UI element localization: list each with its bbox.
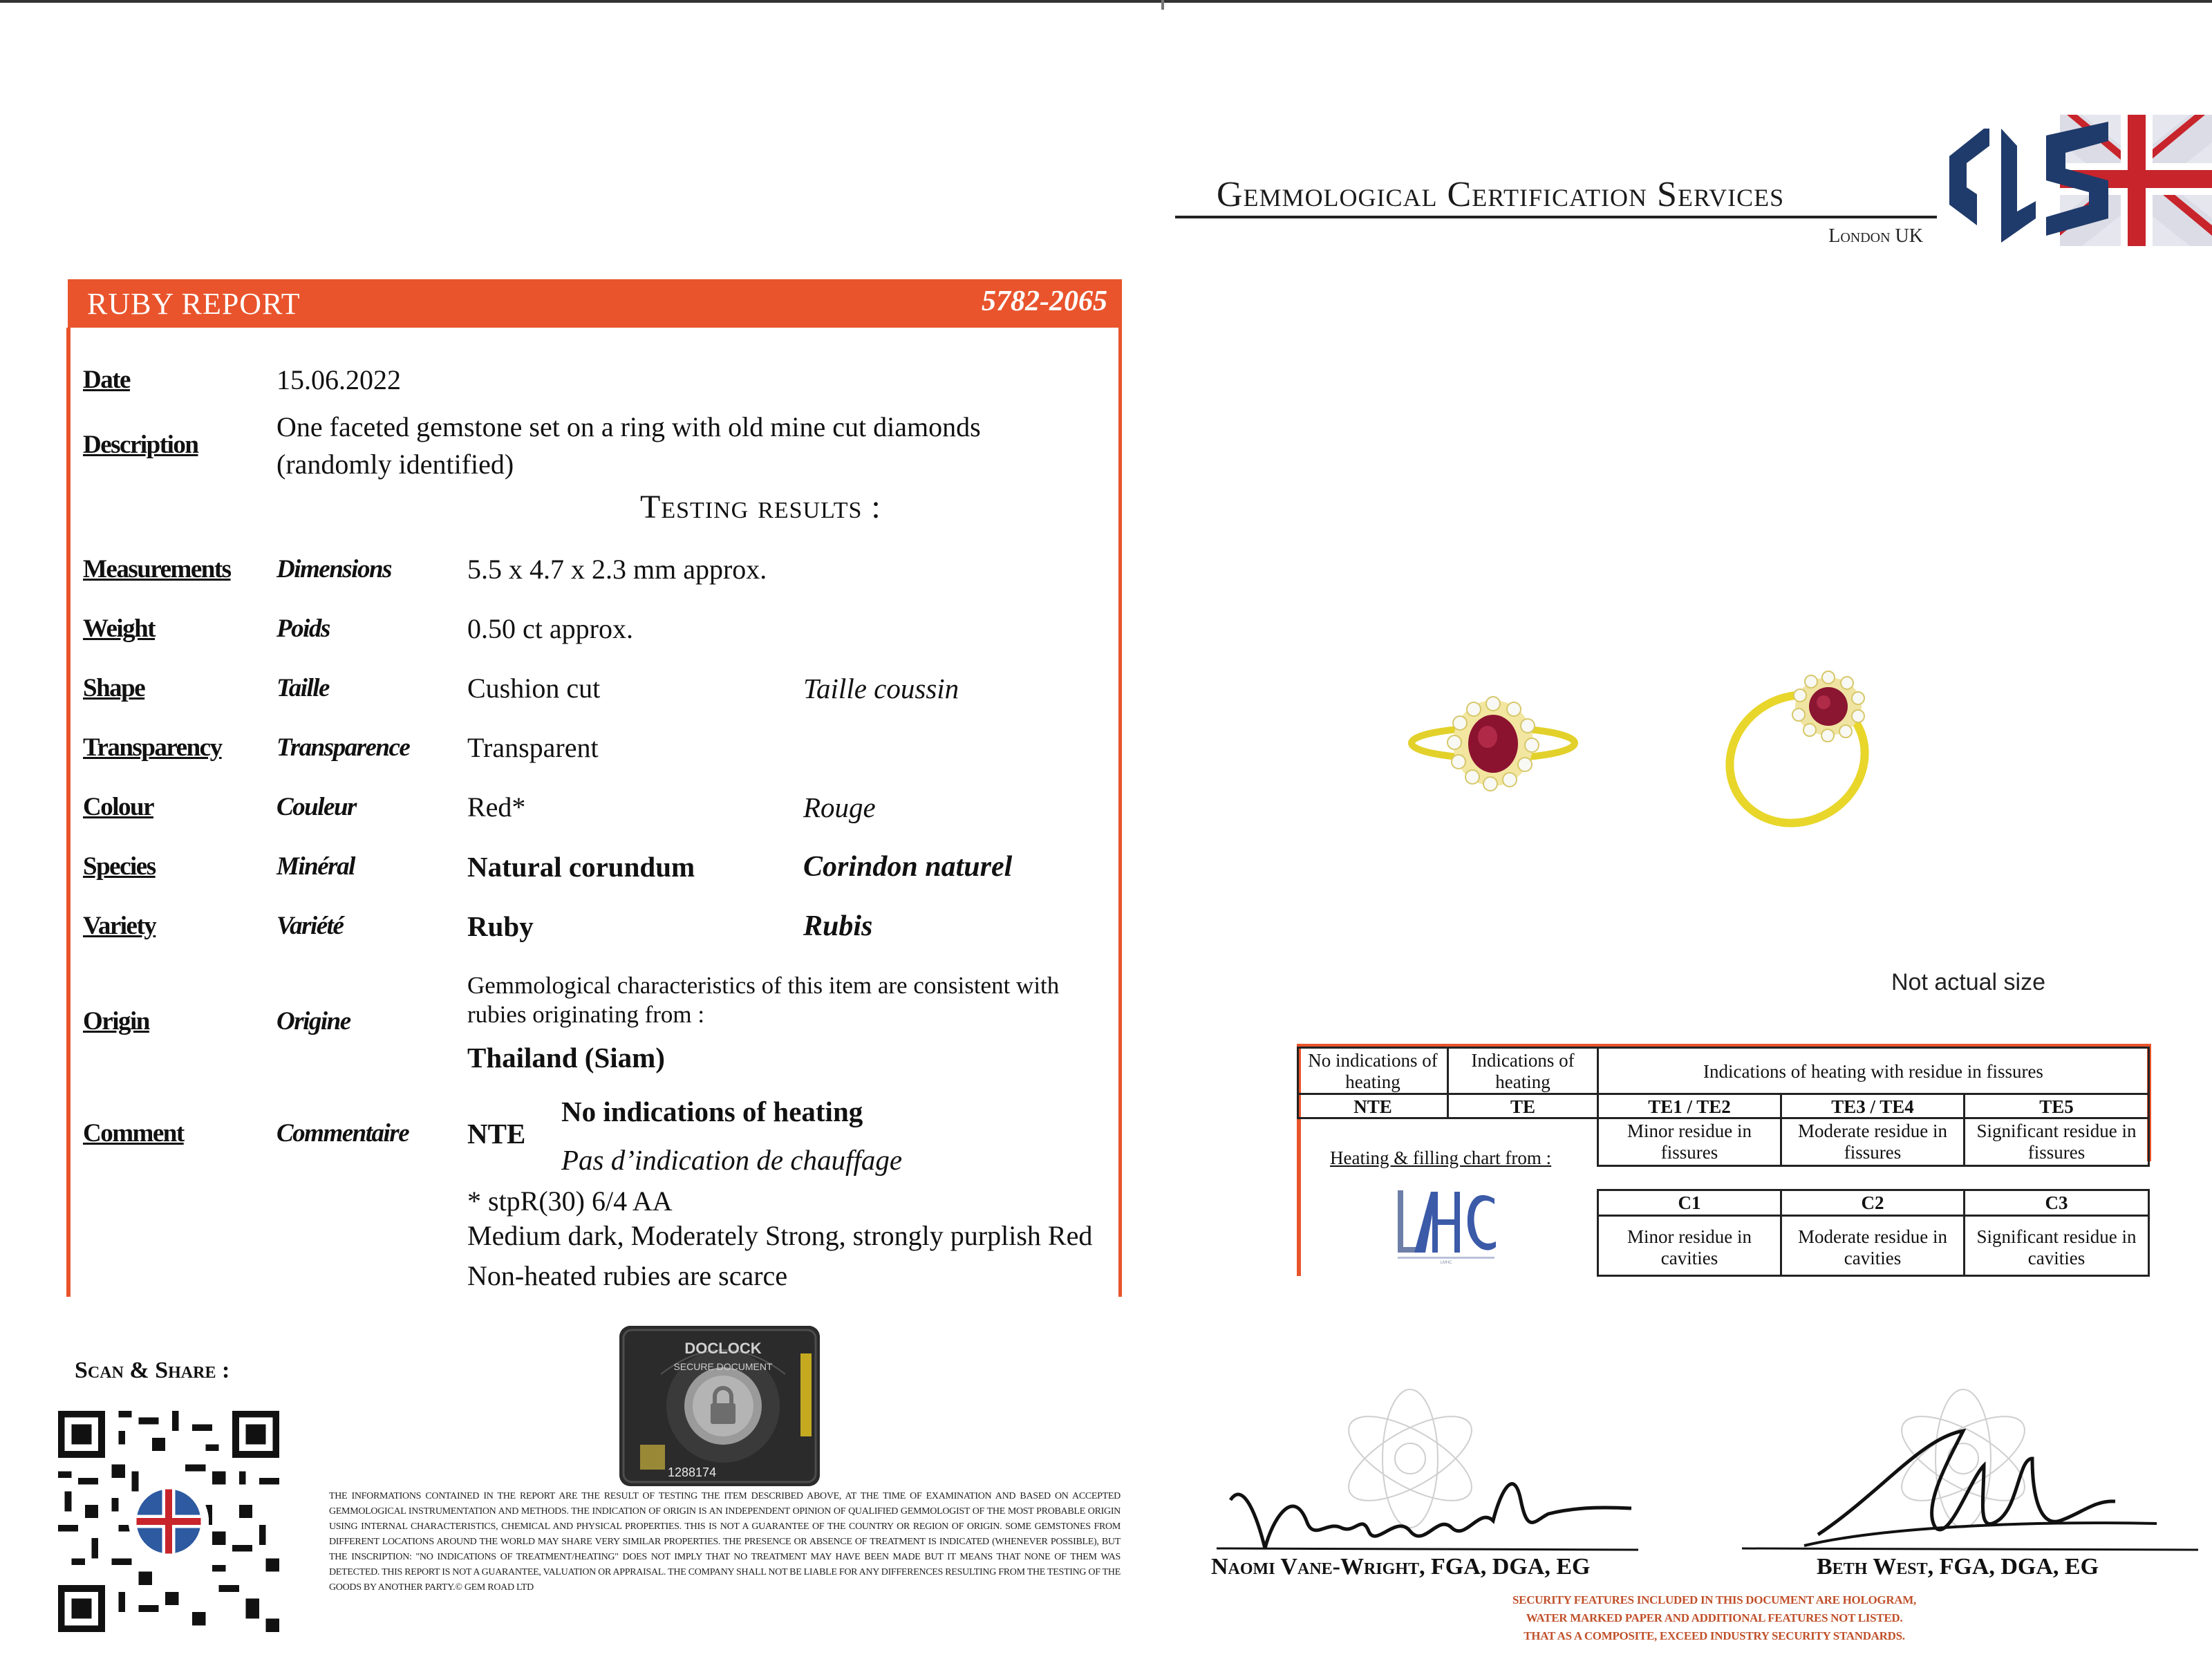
couleur-label: Couleur bbox=[276, 793, 356, 821]
scan-top-border bbox=[0, 0, 2212, 3]
fissure-desc-cell-3 bbox=[1963, 1117, 2150, 1167]
comment-french: Pas d’indication de chauffage bbox=[561, 1144, 903, 1176]
measurements-label: Measurements bbox=[83, 555, 231, 583]
note-color-code: * stpR(30) 6/4 AA bbox=[467, 1185, 673, 1217]
heating-chart-source-link[interactable]: Heating & filling chart from : bbox=[1330, 1147, 1552, 1168]
security-line-1: SECURITY FEATURES INCLUDED IN THIS DOCUMENT ARE HOLOGRAM, bbox=[1512, 1593, 1916, 1606]
cavity-code-cell-3 bbox=[1963, 1189, 2150, 1217]
fissure-desc-cell-1 bbox=[1597, 1117, 1782, 1167]
fissure-desc-1: Minor residue in fissures bbox=[1627, 1121, 1752, 1163]
scan-share-label: Scan & Share : bbox=[75, 1358, 230, 1383]
qr-code-icon[interactable] bbox=[58, 1407, 279, 1635]
variete-label: Variété bbox=[276, 912, 344, 940]
ring-side-view bbox=[1706, 671, 1888, 847]
description-line-2: (randomly identified) bbox=[276, 449, 514, 480]
note-scarcity: Non-heated rubies are scarce bbox=[467, 1260, 788, 1291]
comment-label: Comment bbox=[83, 1119, 184, 1147]
ring-front-view bbox=[1412, 697, 1575, 791]
fissure-code-cell-1 bbox=[1597, 1093, 1782, 1119]
mineral-label: Minéral bbox=[276, 852, 355, 881]
dimensions-label: Dimensions bbox=[276, 555, 391, 583]
cavity-code-3: C3 bbox=[2045, 1192, 2068, 1213]
report-title: RUBY REPORT bbox=[87, 287, 301, 321]
header-no-heating-text: No indications of heating bbox=[1308, 1050, 1438, 1092]
security-notice bbox=[1479, 1591, 1949, 1645]
hologram-brand: DOCLOCK bbox=[684, 1340, 762, 1357]
organization-name: Gemmological Certification Services bbox=[1217, 175, 1785, 214]
species-label: Species bbox=[83, 852, 156, 881]
species-value: Natural corundum bbox=[467, 851, 695, 883]
weight-label: Weight bbox=[83, 615, 156, 643]
description-label: Description bbox=[83, 431, 198, 459]
variety-label: Variety bbox=[83, 912, 156, 940]
origin-text-line-2: rubies originating from : bbox=[467, 1001, 705, 1028]
taille-label: Taille bbox=[276, 674, 329, 702]
weight-value: 0.50 ct approx. bbox=[467, 613, 633, 644]
cavity-code-cell-2 bbox=[1780, 1189, 1965, 1217]
header-heating-text: Indications of heating bbox=[1471, 1050, 1575, 1092]
colour-value-fr: Rouge bbox=[803, 791, 876, 823]
report-right-border bbox=[1118, 328, 1122, 1297]
gcs-logo-icon bbox=[1936, 115, 2212, 253]
poids-label: Poids bbox=[276, 615, 330, 643]
code-cell-te bbox=[1447, 1093, 1599, 1119]
lmhc-logo-icon bbox=[1391, 1183, 1501, 1265]
fissure-desc-cell-2 bbox=[1780, 1117, 1965, 1167]
origine-label: Origine bbox=[276, 1007, 350, 1035]
cavity-desc-1: Minor residue in cavities bbox=[1627, 1226, 1752, 1268]
disclaimer-text: THE INFORMATIONS CONTAINED IN THE REPORT ARE THE RESULT OF TESTING THE ITEM DESCRIBED ABOVE, AT THE TIME OF EXAMINATION AND BASED ON ACCEPTED GEMMOLOGICAL INSTRUMENTATION AND METHODS. THE INDICATION OF ORIGIN IS AN INDEPENDENT OPINION OF QUALIFIED GEMMOLOGIST OF THE MOST PROBABLE ORIGIN USING INTERNAL CHARACTERISTICS, CHEMICAL AND PHYSICAL PROPERTIES. THIS IS NOT A GUARANTEE OF THE COUNTRY OR REGION OF ORIGIN. SOME GEMSTONES FROM DIFFERENT LOCATIONS AROUND THE WORLD MAY SHARE VERY SIMILAR PROPERTIES. THE PRESENCE OR ABSENCE OF TREATMENT IS INDICATED (WHENEVER POSSIBLE), BUT THE INSCRIPTION: "NO INDICATIONS OF TREATMENT/HEATING" DOES NOT IMPLY THAT NO TREATMENT MAY HAVE BEEN MADE BUT IT MEANS THAT NONE OF THEM WAS DETECTED. THIS REPORT IS NOT A GUARANTEE, VALUATION OR APPRAISAL. THE COMPANY SHALL NOT BE LIABLE FOR ANY DIFFERENCES RESULTING FROM THE TESTING OF THE GOODS BY ANOTHER PARTY.© GEM ROAD LTD bbox=[329, 1491, 1121, 1593]
security-line-3: THAT AS A COMPOSITE, EXCEED INDUSTRY SECURITY STANDARDS. bbox=[1524, 1629, 1905, 1642]
cavity-code-1: C1 bbox=[1678, 1192, 1701, 1213]
header-cell-residue bbox=[1597, 1047, 2150, 1095]
fissure-code-3: TE5 bbox=[2039, 1096, 2074, 1117]
signatory-left-name: Naomi Vane-Wright, FGA, DGA, EG bbox=[1211, 1554, 1591, 1580]
code-cell-nte bbox=[1297, 1093, 1449, 1119]
header-residue-text: Indications of heating with residue in fissures bbox=[1703, 1061, 2043, 1082]
cavity-desc-3: Significant residue in cavities bbox=[1976, 1226, 2137, 1268]
shape-value-fr: Taille coussin bbox=[803, 673, 959, 704]
header-cell-no-heating bbox=[1297, 1047, 1449, 1095]
fissure-code-cell-2 bbox=[1780, 1093, 1965, 1119]
testing-results-heading: Testing results : bbox=[640, 489, 881, 525]
colour-label: Colour bbox=[83, 793, 153, 821]
organization-location: London UK bbox=[1828, 225, 1923, 247]
cavity-desc-2: Moderate residue in cavities bbox=[1798, 1226, 1947, 1268]
fissure-code-2: TE3 / TE4 bbox=[1831, 1096, 1914, 1117]
header-cell-heating bbox=[1447, 1047, 1599, 1095]
signature-left-icon bbox=[1189, 1382, 1645, 1583]
security-line-2: WATER MARKED PAPER AND ADDITIONAL FEATURES NOT LISTED. bbox=[1526, 1611, 1903, 1624]
origin-label: Origin bbox=[83, 1007, 149, 1035]
comment-code: NTE bbox=[467, 1118, 526, 1150]
photo-caption: Not actual size bbox=[1891, 969, 2045, 995]
colour-value: Red* bbox=[467, 791, 526, 823]
cavity-desc-cell-2 bbox=[1780, 1215, 1965, 1277]
cavity-desc-cell-3 bbox=[1963, 1215, 2150, 1277]
commentaire-label: Commentaire bbox=[276, 1119, 409, 1147]
shape-label: Shape bbox=[83, 674, 145, 702]
origin-value: Thailand (Siam) bbox=[467, 1042, 665, 1074]
code-te: TE bbox=[1510, 1096, 1536, 1117]
variety-value-fr: Rubis bbox=[803, 910, 873, 942]
report-number: 5782-2065 bbox=[982, 285, 1107, 317]
fissure-desc-2: Moderate residue in fissures bbox=[1798, 1121, 1947, 1163]
fissure-code-1: TE1 / TE2 bbox=[1648, 1096, 1731, 1117]
header-rule bbox=[1175, 216, 1937, 218]
note-color-description: Medium dark, Moderately Strong, strongly purplish Red bbox=[467, 1220, 1093, 1251]
measurements-value: 5.5 x 4.7 x 2.3 mm approx. bbox=[467, 554, 767, 585]
date-label: Date bbox=[83, 366, 130, 394]
transparence-label: Transparence bbox=[276, 733, 410, 762]
report-left-border bbox=[66, 328, 71, 1297]
signature-right-icon bbox=[1742, 1382, 2198, 1583]
signatory-right-name: Beth West, FGA, DGA, EG bbox=[1817, 1554, 2099, 1580]
lmhc-logo-text: LMHC bbox=[1440, 1261, 1452, 1265]
hologram-serial: 1288174 bbox=[668, 1465, 717, 1479]
hologram-text: SECURE DOCUMENT bbox=[673, 1361, 773, 1372]
fissure-code-cell-3 bbox=[1963, 1093, 2150, 1119]
doclock-hologram-icon bbox=[619, 1326, 820, 1486]
fissure-desc-3: Significant residue in fissures bbox=[1976, 1121, 2137, 1163]
origin-text-line-1: Gemmological characteristics of this item are consistent with bbox=[467, 972, 1060, 999]
cavity-code-2: C2 bbox=[1861, 1192, 1884, 1213]
transparency-label: Transparency bbox=[83, 733, 222, 762]
species-value-fr: Corindon naturel bbox=[803, 851, 1013, 883]
transparency-value: Transparent bbox=[467, 732, 599, 763]
date-value: 15.06.2022 bbox=[276, 364, 401, 395]
scan-top-mark bbox=[1161, 0, 1164, 10]
description-line-1: One faceted gemstone set on a ring with old mine cut diamonds bbox=[276, 411, 981, 442]
variety-value: Ruby bbox=[467, 910, 534, 942]
comment-english: No indications of heating bbox=[561, 1096, 863, 1127]
ring-photo bbox=[1396, 671, 1922, 850]
cavity-desc-cell-1 bbox=[1597, 1215, 1782, 1277]
shape-value: Cushion cut bbox=[467, 673, 601, 704]
code-nte: NTE bbox=[1353, 1096, 1392, 1117]
cavity-code-cell-1 bbox=[1597, 1189, 1782, 1217]
